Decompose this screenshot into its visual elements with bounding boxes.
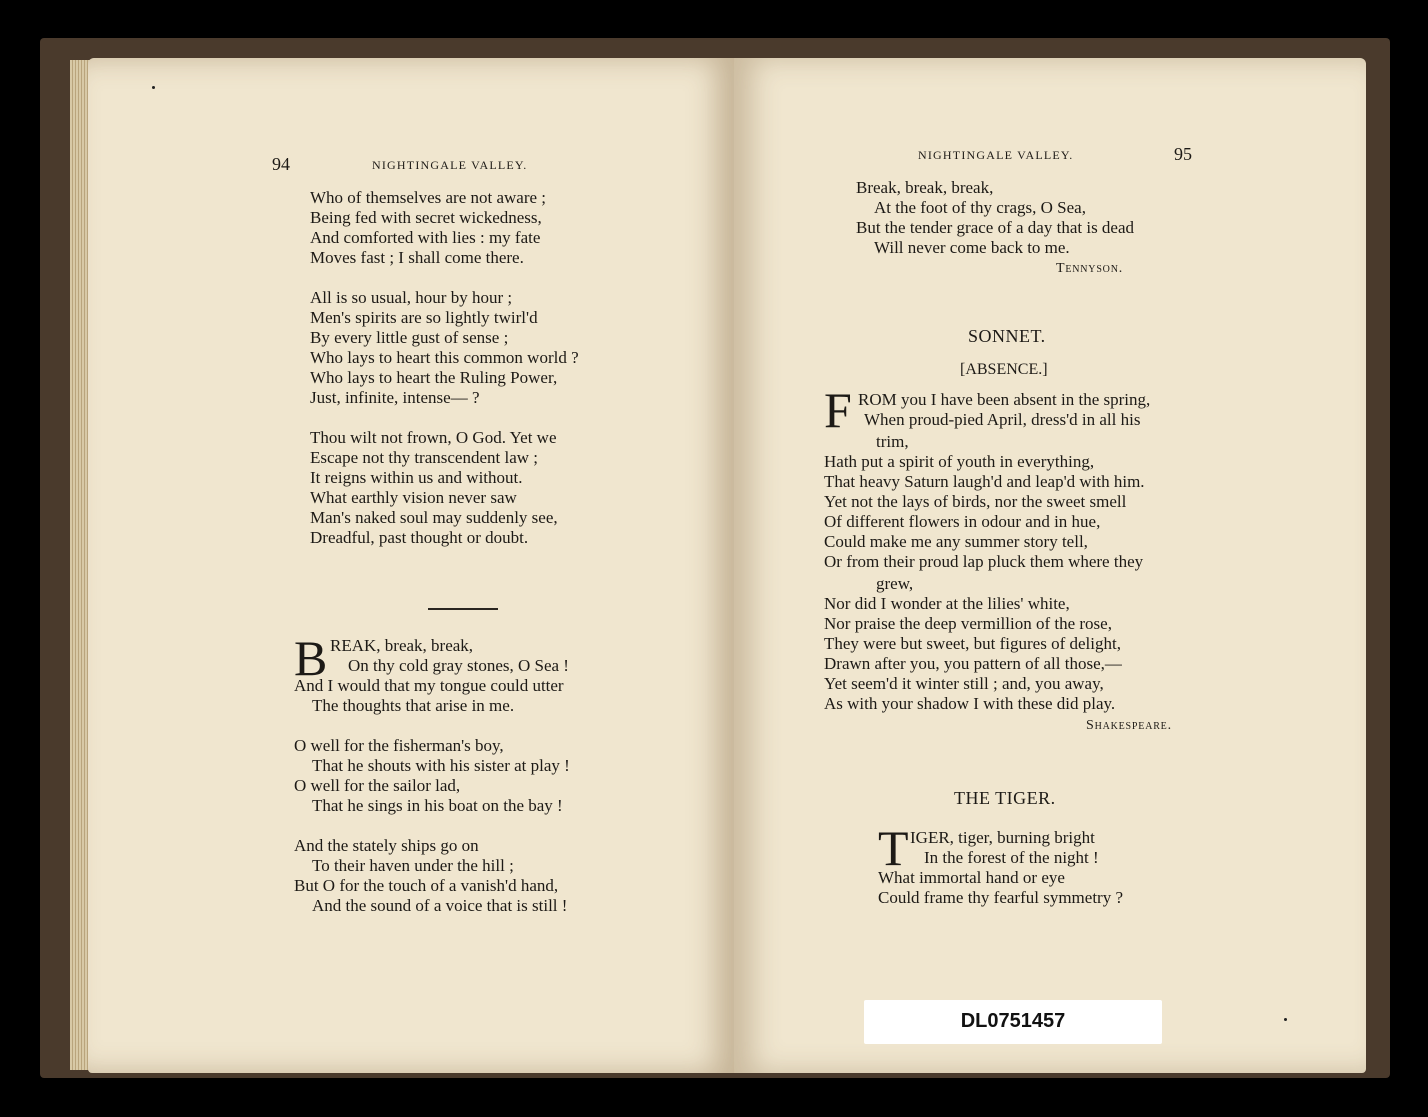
drop-cap: B [294, 630, 328, 686]
poem-line: Man's naked soul may suddenly see, [310, 508, 558, 527]
poem-line: All is so usual, hour by hour ; [310, 288, 513, 307]
running-header: NIGHTINGALE VALLEY. [918, 148, 1074, 162]
poem-line: grew, [876, 574, 914, 593]
poem-line: Drawn after you, you pattern of all those,— [824, 654, 1122, 673]
poem-line: Dreadful, past thought or doubt. [310, 528, 529, 547]
paper-speck [1284, 1018, 1287, 1021]
poem-line: Break, break, break, [856, 178, 994, 197]
poem-line: That heavy Saturn laugh'd and leap'd with him. [824, 472, 1145, 491]
poem-line: To their haven under the hill ; [312, 856, 514, 875]
section-title: THE TIGER. [954, 788, 1056, 808]
poem-line: At the foot of thy crags, O Sea, [874, 198, 1086, 217]
poem-line: And comforted with lies : my fate [310, 228, 541, 247]
poem-line: But O for the touch of a vanish'd hand, [294, 876, 559, 895]
poem-line: Men's spirits are so lightly twirl'd [310, 308, 538, 327]
poem-line: But the tender grace of a day that is dead [856, 218, 1135, 237]
paper-speck [152, 86, 155, 89]
poem-line: Nor praise the deep vermillion of the rose, [824, 614, 1112, 633]
attribution: Shakespeare. [1086, 718, 1172, 733]
poem-line: ROM you I have been absent in the spring, [858, 390, 1151, 409]
poem-line: Who lays to heart this common world ? [310, 348, 579, 367]
poem-line: As with your shadow I with these did play. [824, 694, 1116, 713]
poem-line: Yet not the lays of birds, nor the sweet smell [824, 492, 1127, 511]
attribution: Tennyson. [1056, 261, 1124, 276]
running-header: NIGHTINGALE VALLEY. [372, 158, 528, 172]
poem-line: Moves fast ; I shall come there. [310, 248, 524, 267]
poem-line: Or from their proud lap pluck them where they [824, 552, 1144, 571]
poem-line: Who of themselves are not aware ; [310, 188, 547, 207]
drop-cap: T [878, 820, 909, 876]
poem-line: That he shouts with his sister at play ! [312, 756, 570, 775]
poem-line: What earthly vision never saw [310, 488, 517, 507]
poem-line: Yet seem'd it winter still ; and, you away, [824, 674, 1104, 693]
library-label [864, 1000, 1162, 1044]
poem-line: It reigns within us and without. [310, 468, 523, 487]
poem-line: trim, [876, 432, 909, 451]
poem-line: By every little gust of sense ; [310, 328, 509, 347]
section-divider [428, 608, 498, 610]
page-number: 95 [1174, 144, 1192, 164]
poem-line: And the stately ships go on [294, 836, 479, 855]
poem-line: That he sings in his boat on the bay ! [312, 796, 563, 815]
poem-line: In the forest of the night ! [924, 848, 1099, 867]
poem-line: Nor did I wonder at the lilies' white, [824, 594, 1070, 613]
poem-line: O well for the fisherman's boy, [294, 736, 504, 755]
poem-line: When proud-pied April, dress'd in all his [864, 410, 1141, 429]
poem-line: Will never come back to me. [874, 238, 1070, 257]
right-page [734, 58, 1366, 1073]
drop-cap: F [824, 382, 852, 438]
poem-line: The thoughts that arise in me. [312, 696, 515, 715]
poem-line: Of different flowers in odour and in hue, [824, 512, 1101, 531]
poem-line: Being fed with secret wickedness, [310, 208, 542, 227]
poem-line: IGER, tiger, burning bright [910, 828, 1095, 847]
poem-line: Just, infinite, intense— ? [310, 388, 480, 407]
section-subtitle: [ABSENCE.] [960, 361, 1048, 378]
poem-line: Escape not thy transcendent law ; [310, 448, 539, 467]
poem-line: Thou wilt not frown, O God. Yet we [310, 428, 557, 447]
poem-line: Could frame thy fearful symmetry ? [878, 888, 1124, 907]
poem-line: Who lays to heart the Ruling Power, [310, 368, 558, 387]
page-number: 94 [272, 154, 290, 174]
library-label-text: DL0751457 [960, 1010, 1066, 1032]
left-page [88, 58, 734, 1073]
poem-line: And the sound of a voice that is still ! [312, 896, 568, 915]
poem-line: Could make me any summer story tell, [824, 532, 1088, 551]
poem-line: What immortal hand or eye [878, 868, 1065, 887]
poem-line: On thy cold gray stones, O Sea ! [348, 656, 569, 675]
poem-line: REAK, break, break, [330, 636, 474, 655]
section-title: SONNET. [968, 326, 1046, 346]
poem-line: They were but sweet, but figures of delight, [824, 634, 1121, 653]
poem-line: Hath put a spirit of youth in everything, [824, 452, 1095, 471]
poem-line: And I would that my tongue could utter [294, 676, 564, 695]
poem-line: O well for the sailor lad, [294, 776, 461, 795]
